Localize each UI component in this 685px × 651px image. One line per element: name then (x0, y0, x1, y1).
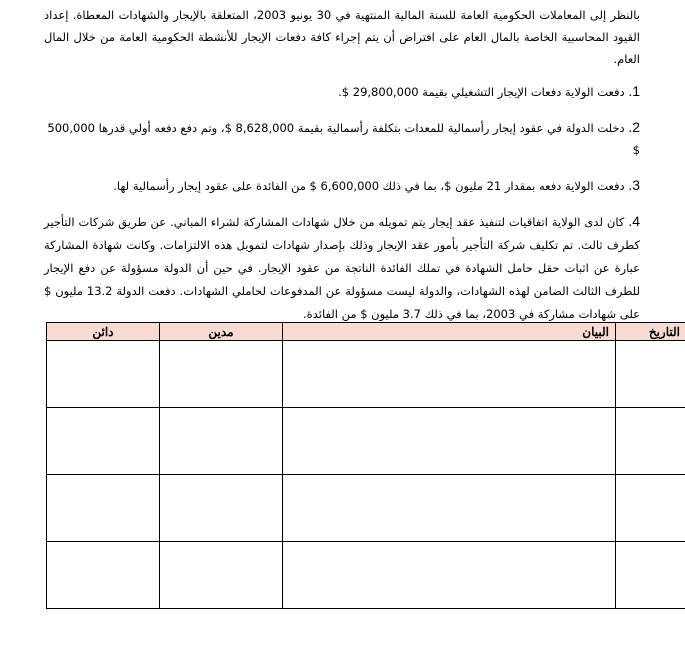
list-item-3 (44, 174, 640, 197)
item-text: دفعت الولاية دفعات الإيجار التشغيلي بقيمة 29,800,000 $. (338, 85, 625, 99)
item-text: كان لدى الولاية اتفاقيات لتنفيذ عقد إيجار يتم تمويله من خلال شهادات المشاركة لشراء المباني. عن طريق شركات التأجير كطرف ثالث. تم تكليف شركة التأجير بأمور عقد الإيجار وذلك بإصدار شهادات لتمويل هذه الالتزامات. وكانت شهادة المشاركة عبارة عن اثبات حقل حامل الشهادة في تملك الفائدة الناتجة من عقود الإيجار. في حين أن الدولة مسؤولة عن دفع الإيجار للطرف الثالث الضامن لهذه الشهادات، والدولة ليست مسؤولة عن المدفوعات لحاملي الشهادات. دفعت الدولة 13.2 مليون $ على شهادات مشاركة في 2003، بما في ذلك 3.7 مليون $ من الفائدة. (44, 215, 640, 321)
item-number: 1. (628, 83, 640, 99)
cell-date[interactable] (616, 475, 685, 542)
header-credit: دائن (47, 323, 160, 341)
list-item-4 (44, 210, 640, 326)
list-item-1 (44, 80, 640, 103)
cell-description[interactable] (283, 341, 616, 408)
table-header-row (47, 323, 685, 341)
header-description: البيان (283, 323, 616, 341)
item-text: دخلت الدولة في عقود إيجار رأسمالية للمعدات بتكلفة رأسمالية بقيمة 8,628,000 $، وتم دفع دفعه أولي قدرها 500,000 $ (47, 121, 640, 157)
table-row (47, 542, 685, 609)
cell-debit[interactable] (160, 408, 283, 475)
cell-debit[interactable] (160, 542, 283, 609)
cell-credit[interactable] (47, 408, 160, 475)
cell-date[interactable] (616, 542, 685, 609)
header-debit: مدين (160, 323, 283, 341)
cell-description[interactable] (283, 408, 616, 475)
item-number: 3. (628, 177, 640, 193)
cell-credit[interactable] (47, 542, 160, 609)
cell-description[interactable] (283, 542, 616, 609)
cell-date[interactable] (616, 341, 685, 408)
table-row (47, 475, 685, 542)
table-row (47, 408, 685, 475)
problem-text (44, 4, 640, 339)
header-date: التاريخ (616, 323, 685, 341)
cell-description[interactable] (283, 475, 616, 542)
cell-debit[interactable] (160, 341, 283, 408)
table-row (47, 341, 685, 408)
item-text: دفعت الولاية دفعه بمقدار 21 مليون $، بما في ذلك 6,600,000 $ من الفائدة على عقود إيجار رأسمالية لها. (113, 179, 625, 193)
cell-credit[interactable] (47, 341, 160, 408)
cell-debit[interactable] (160, 475, 283, 542)
item-number: 4. (628, 213, 641, 229)
intro-paragraph: بالنظر إلى المعاملات الحكومية العامة للسنة المالية المنتهية في 30 يونيو 2003، المتعلقة بالإيجار والشهادات المعطاة. إعداد القيود المحاسبية الخاصة بالمال العام على افتراض أن يتم إجراء كافة دفعات الإيجار للأنشطة الحكومية العامة من خلال المال العام. (44, 8, 640, 66)
cell-date[interactable] (616, 408, 685, 475)
journal-entries-table (46, 322, 685, 609)
cell-credit[interactable] (47, 475, 160, 542)
item-number: 2. (628, 119, 640, 135)
list-item-2 (44, 116, 640, 161)
